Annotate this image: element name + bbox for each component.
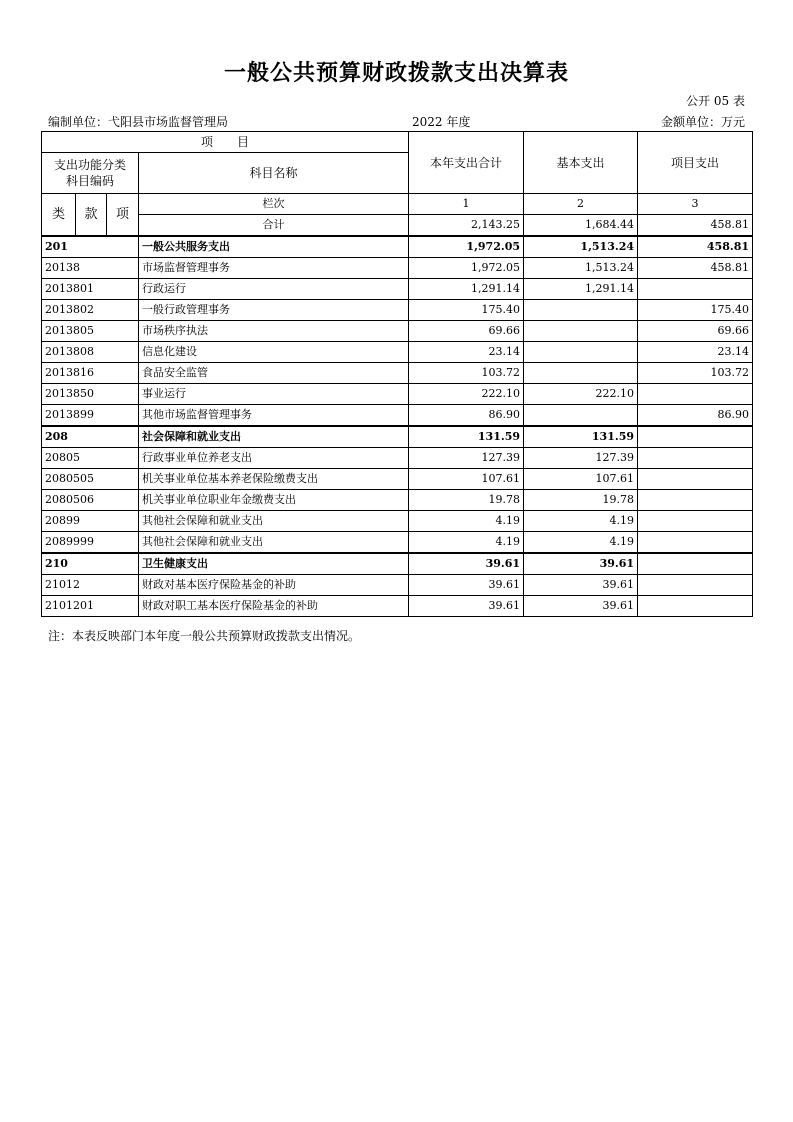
row-total: 23.14: [409, 342, 524, 363]
header-project: 项目支出: [638, 132, 753, 194]
row-subject-name: 卫生健康支出: [139, 553, 409, 575]
header-lei: 类: [42, 194, 76, 237]
row-subject-name: 一般公共服务支出: [139, 236, 409, 258]
row-total: 4.19: [409, 532, 524, 554]
row-basic: 1,513.24: [524, 236, 638, 258]
row-total: 1,972.05: [409, 258, 524, 279]
table-row: [42, 596, 753, 617]
row-total: 39.61: [409, 575, 524, 596]
row-subject-name: 行政运行: [139, 279, 409, 300]
row-project: 23.14: [638, 342, 753, 363]
header-row-lanci: [42, 194, 753, 215]
row-total: 131.59: [409, 426, 524, 448]
row-subject-name: 机关事业单位职业年金缴费支出: [139, 490, 409, 511]
row-subject-name: 市场监督管理事务: [139, 258, 409, 279]
row-code: 2080505: [42, 469, 139, 490]
row-project: 86.90: [638, 405, 753, 427]
header-subject-name: 科目名称: [139, 153, 409, 194]
row-project: 458.81: [638, 236, 753, 258]
row-subject-name: 食品安全监管: [139, 363, 409, 384]
row-basic: [524, 405, 638, 427]
header-xiang: 项: [107, 194, 139, 237]
header-row-item: [42, 132, 753, 153]
table-row: [42, 300, 753, 321]
row-project: [638, 532, 753, 554]
row-project: [638, 448, 753, 469]
row-project: 69.66: [638, 321, 753, 342]
row-subject-name: 社会保障和就业支出: [139, 426, 409, 448]
col-number-2: 2: [524, 194, 638, 215]
money-unit: 金额单位：万元: [660, 115, 745, 129]
fiscal-year: 2022 年度: [412, 115, 471, 129]
table-row: [42, 448, 753, 469]
row-subject-name: 机关事业单位基本养老保险缴费支出: [139, 469, 409, 490]
table-row: [42, 363, 753, 384]
row-total: 39.61: [409, 553, 524, 575]
row-basic: 39.61: [524, 553, 638, 575]
total-project: 458.81: [638, 215, 753, 237]
table-row: [42, 426, 753, 448]
expenditure-table: [41, 131, 753, 617]
row-subject-name: 财政对基本医疗保险基金的补助: [139, 575, 409, 596]
row-subject-name: 其他市场监督管理事务: [139, 405, 409, 427]
header-lanci: 栏次: [139, 194, 409, 215]
org-label: 编制单位：弋阳县市场监督管理局: [48, 115, 229, 129]
row-basic: [524, 363, 638, 384]
row-code: 2089999: [42, 532, 139, 554]
row-project: [638, 596, 753, 617]
row-basic: [524, 342, 638, 363]
table-row: [42, 490, 753, 511]
row-basic: 222.10: [524, 384, 638, 405]
table-row: [42, 469, 753, 490]
row-total: 69.66: [409, 321, 524, 342]
row-code: 2101201: [42, 596, 139, 617]
table-row: [42, 384, 753, 405]
row-project: [638, 511, 753, 532]
row-total: 175.40: [409, 300, 524, 321]
row-total: 107.61: [409, 469, 524, 490]
row-total: 19.78: [409, 490, 524, 511]
row-subject-name: 行政事业单位养老支出: [139, 448, 409, 469]
row-project: [638, 490, 753, 511]
row-project: 175.40: [638, 300, 753, 321]
row-basic: 1,513.24: [524, 258, 638, 279]
row-basic: 4.19: [524, 511, 638, 532]
row-code: 21012: [42, 575, 139, 596]
table-row: [42, 511, 753, 532]
row-total: 1,972.05: [409, 236, 524, 258]
row-basic: 1,291.14: [524, 279, 638, 300]
header-total: 本年支出合计: [409, 132, 524, 194]
row-total: 127.39: [409, 448, 524, 469]
row-project: [638, 279, 753, 300]
row-total: 103.72: [409, 363, 524, 384]
table-row: [42, 405, 753, 427]
row-code: 2013801: [42, 279, 139, 300]
row-code: 2013805: [42, 321, 139, 342]
table-row: [42, 342, 753, 363]
table-row: [42, 236, 753, 258]
row-code: 20899: [42, 511, 139, 532]
row-project: 103.72: [638, 363, 753, 384]
total-row: [42, 215, 753, 237]
row-code: 2013808: [42, 342, 139, 363]
row-total: 1,291.14: [409, 279, 524, 300]
row-code: 2013802: [42, 300, 139, 321]
total-amount: 2,143.25: [409, 215, 524, 237]
row-project: [638, 553, 753, 575]
row-code: 208: [42, 426, 139, 448]
row-project: [638, 575, 753, 596]
table-row: [42, 575, 753, 596]
row-subject-name: 一般行政管理事务: [139, 300, 409, 321]
table-row: [42, 279, 753, 300]
row-basic: 107.61: [524, 469, 638, 490]
row-basic: 39.61: [524, 596, 638, 617]
header-basic: 基本支出: [524, 132, 638, 194]
row-subject-name: 事业运行: [139, 384, 409, 405]
row-project: 458.81: [638, 258, 753, 279]
row-project: [638, 426, 753, 448]
total-basic: 1,684.44: [524, 215, 638, 237]
row-subject-name: 其他社会保障和就业支出: [139, 511, 409, 532]
table-row: [42, 532, 753, 554]
col-number-3: 3: [638, 194, 753, 215]
row-subject-name: 信息化建设: [139, 342, 409, 363]
row-basic: 39.61: [524, 575, 638, 596]
row-code: 2013899: [42, 405, 139, 427]
row-basic: 131.59: [524, 426, 638, 448]
row-total: 39.61: [409, 596, 524, 617]
row-project: [638, 384, 753, 405]
row-code: 2013816: [42, 363, 139, 384]
row-total: 222.10: [409, 384, 524, 405]
total-label: 合计: [139, 215, 409, 237]
row-total: 86.90: [409, 405, 524, 427]
row-project: [638, 469, 753, 490]
row-code: 2013850: [42, 384, 139, 405]
row-code: 20805: [42, 448, 139, 469]
row-code: 2080506: [42, 490, 139, 511]
table-row: [42, 321, 753, 342]
table-row: [42, 553, 753, 575]
row-code: 210: [42, 553, 139, 575]
page-title: 一般公共预算财政拨款支出决算表: [223, 60, 569, 86]
row-total: 4.19: [409, 511, 524, 532]
row-subject-name: 其他社会保障和就业支出: [139, 532, 409, 554]
row-code: 201: [42, 236, 139, 258]
header-code-group: 支出功能分类科目编码: [42, 153, 139, 194]
header-item: 项 目: [42, 132, 409, 153]
row-basic: 4.19: [524, 532, 638, 554]
footnote: 注：本表反映部门本年度一般公共预算财政拨款支出情况。: [48, 629, 361, 643]
row-code: 20138: [42, 258, 139, 279]
row-subject-name: 财政对职工基本医疗保险基金的补助: [139, 596, 409, 617]
form-number: 公开 05 表: [686, 94, 745, 108]
row-basic: 19.78: [524, 490, 638, 511]
col-number-1: 1: [409, 194, 524, 215]
row-basic: [524, 300, 638, 321]
table-row: [42, 258, 753, 279]
row-basic: 127.39: [524, 448, 638, 469]
row-basic: [524, 321, 638, 342]
header-kuan: 款: [76, 194, 107, 237]
row-subject-name: 市场秩序执法: [139, 321, 409, 342]
